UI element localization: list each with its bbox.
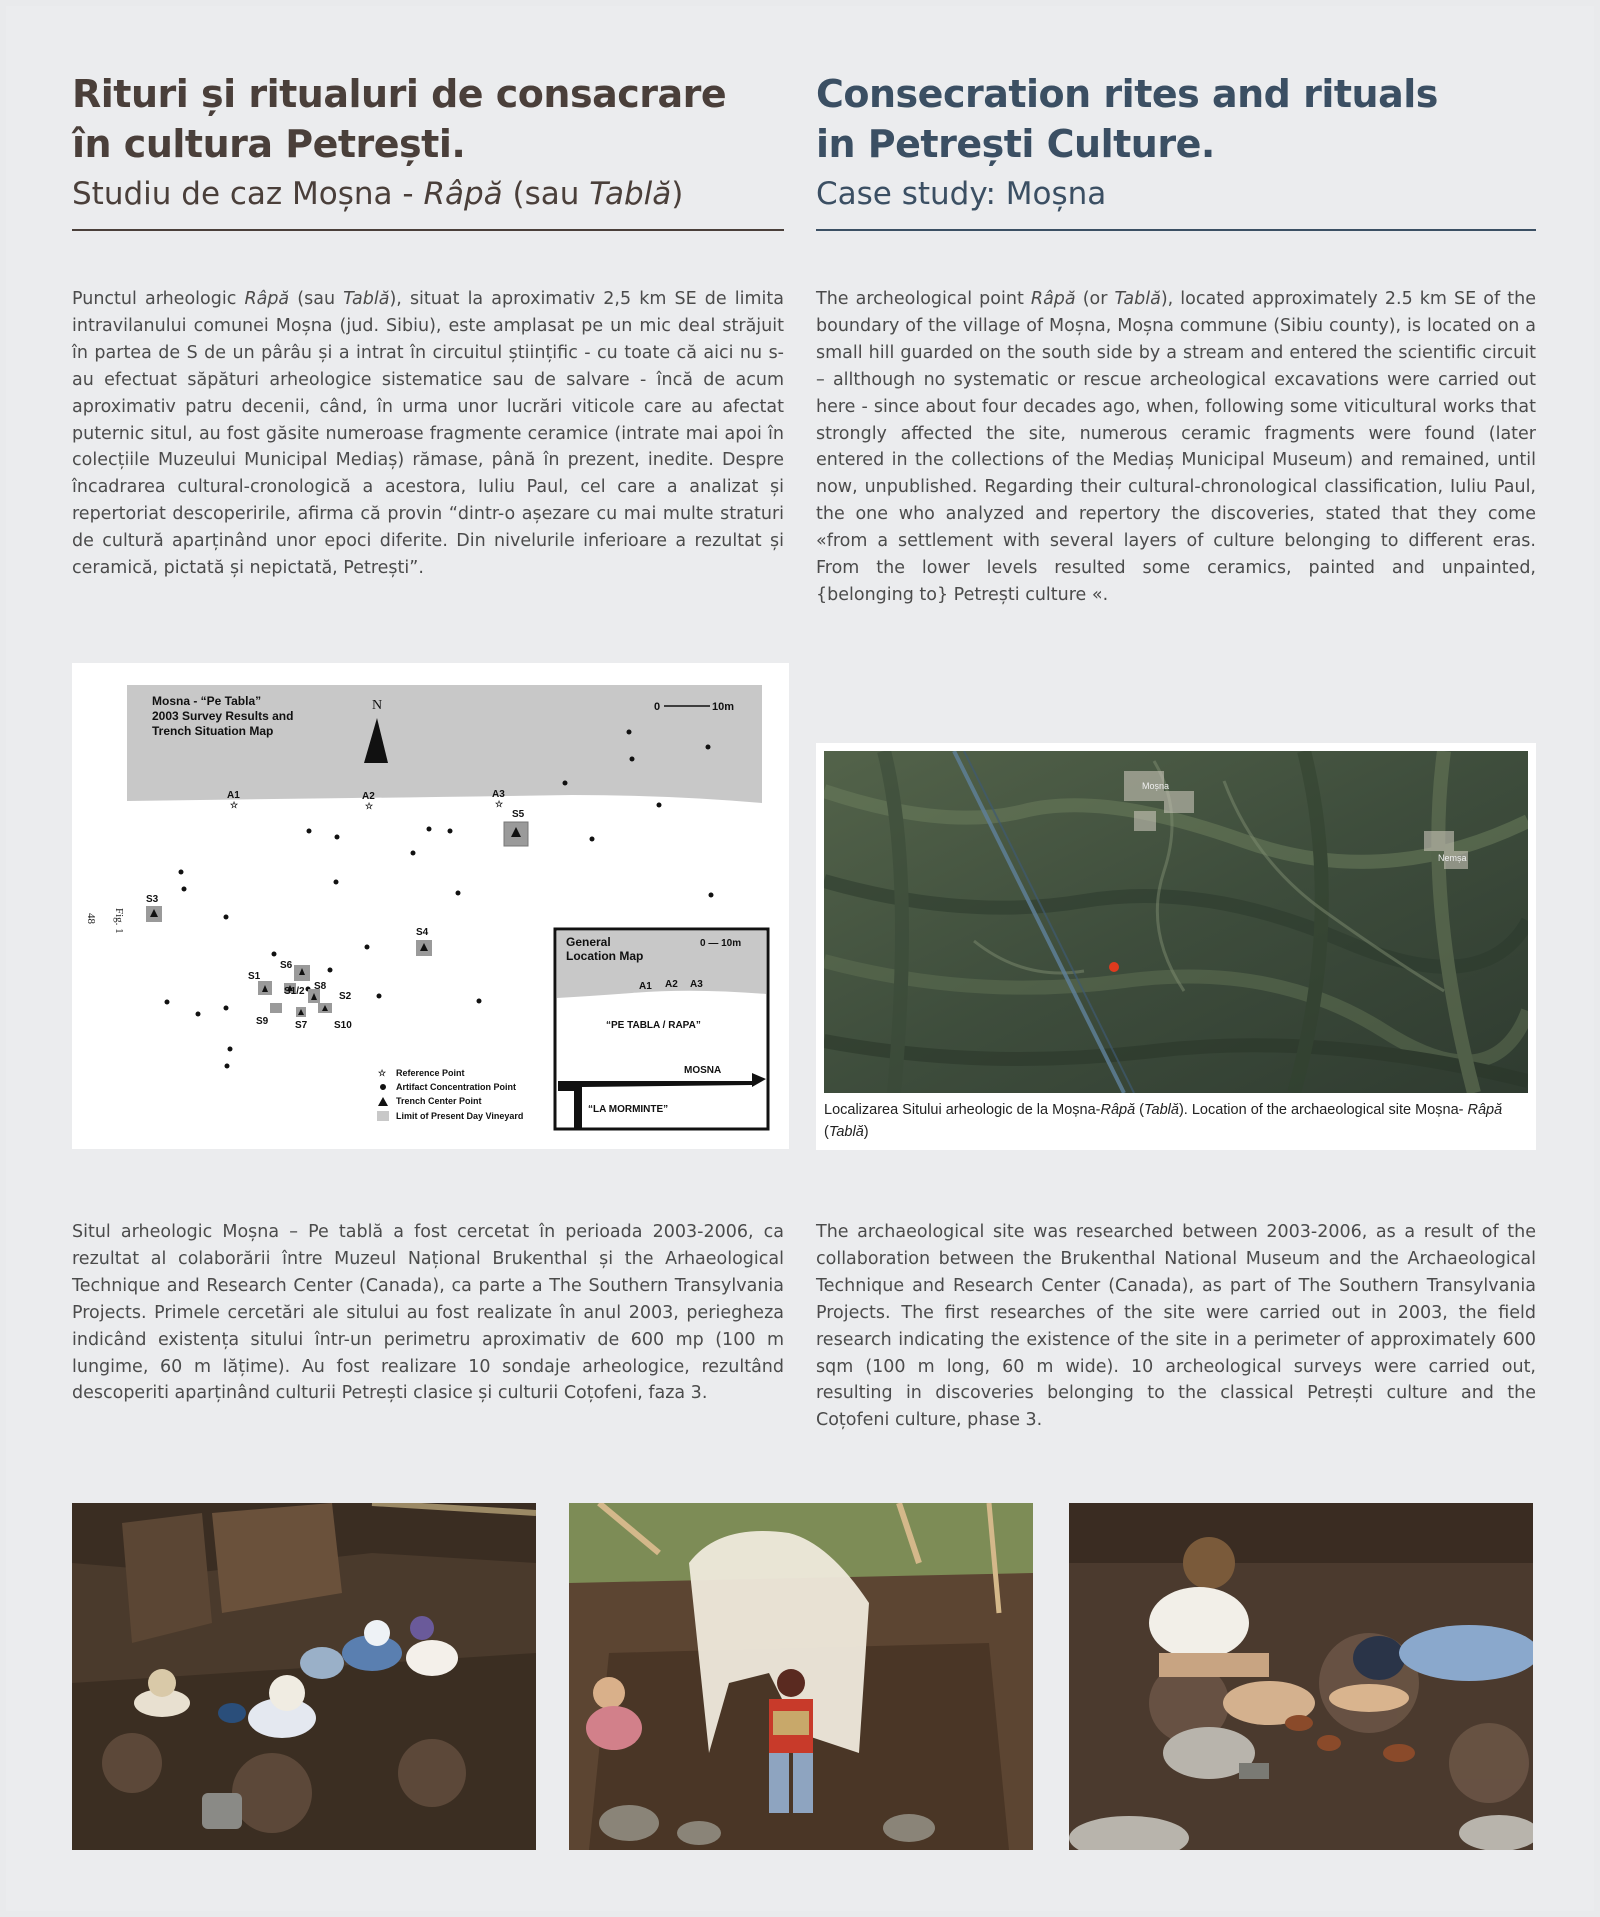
caption-i1: Râpă (1100, 1102, 1136, 1118)
satellite-label-mosna: Moșna (1142, 781, 1170, 791)
excavation-photo-1 (72, 1503, 536, 1850)
caption-a: Localizarea Sitului arheologic de la Moșna- (824, 1102, 1101, 1118)
trench-label-s1-2: S1/2 (284, 986, 305, 997)
left-intro-i1: Râpă (244, 289, 290, 309)
satellite-image (824, 751, 1528, 1093)
poster-page (6, 6, 1594, 1911)
caption-i4: Tablă (828, 1124, 864, 1140)
map-title-line1: Mosna - “Pe Tabla” (152, 694, 262, 708)
map-title-line3: Trench Situation Map (152, 724, 274, 738)
caption-i2: Tablă (1144, 1102, 1179, 1118)
trench-label-s3: S3 (146, 894, 159, 905)
map-side-page-number: 48 (85, 913, 97, 924)
caption-i3: Râpă (1467, 1102, 1503, 1118)
svg-text:10m: 10m (712, 701, 735, 713)
trench-label-s7: S7 (295, 1020, 308, 1031)
left-title (72, 69, 784, 169)
left-subtitle-prefix: Studiu de caz Moșna - (72, 176, 424, 212)
ref-star-a1: ☆ (230, 800, 239, 810)
inset-scale: 0 — 10m (700, 938, 742, 949)
survey-map (72, 663, 789, 1149)
inset-title-line1: General (566, 935, 611, 949)
legend-trench-label: Trench Center Point (396, 1096, 482, 1106)
map-side-figure-label: Fig. 1 (113, 908, 125, 934)
inset-mosna-label: MOSNA (684, 1065, 722, 1076)
left-header (72, 69, 784, 217)
svg-text:N: N (372, 698, 383, 713)
right-research-paragraph: The archaeological site was researched between 2003-2006, as a result of the collaboration between the Brukenthal National Museum and the Archaeological Technique and Research Center (Canada), as part of The Southern Transylvania Projects. The first researches of the site were carried out in 2003, the field research indicating the existence of the site in a perimeter of approximately 600 sqm (100 m long, 60 m wide). 10 archeological surveys were carried out, resulting in discoveries belonging to the classical Petrești culture and the Coțofeni culture, phase 3. (816, 1222, 1536, 1431)
left-intro-c: ), situat la aproximativ 2,5 km SE de limita intravilanului comunei Moșna (jud. Sibiu), este amplasat pe un mic deal străjuit în partea de S de un pârâu și a intrat în circuitul științific - cu toate că aici nu s-au efectuat săpături arheologice sistematice sau de salvare - încă de acum aproximativ patru decenii, când, în urma unor lucrări viticole care au afectat puternic situl, au fost găsite numeroase fragmente ceramice (intrate mai apoi în colecțiile Muzeului Municipal Mediaș) rămase, până în prezent, inedite. Despre încadrarea cultural-cronologică a acestora, Iuliu Paul, cel care a analizat și repertoriat descoperirile, afirma că provin “dintr-o așezare cu mai multe straturi de cultură aparținând unor epoci diferite. Din nivelurile inferioare a rezultat și ceramică, pictată și nepictată, Petrești”. (72, 289, 785, 579)
excavation-photo-3 (1069, 1503, 1533, 1850)
trench-squares (146, 809, 528, 1031)
legend-ref-label: Reference Point (396, 1068, 465, 1078)
left-subtitle-italic2: Tablă (589, 176, 672, 212)
ref-star-a3: ☆ (495, 799, 504, 809)
map-title-line2: 2003 Survey Results and (152, 709, 294, 723)
inset-site-label: “PE TABLA / RAPA” (606, 1020, 701, 1031)
inset-a1: A1 (639, 981, 652, 992)
trench-label-s1: S1 (248, 971, 261, 982)
general-location-inset (555, 929, 768, 1129)
caption-e: ) (863, 1124, 869, 1140)
caption-c: ). Location of the archaeological site Moșna- (1178, 1102, 1468, 1118)
left-subtitle-suffix: ) (671, 176, 684, 212)
right-subtitle: Case study: Moșna (816, 176, 1107, 212)
trench-label-s5: S5 (512, 809, 525, 820)
right-intro-i2: Tablă (1114, 289, 1161, 309)
trench-label-s2: S2 (339, 991, 352, 1002)
svg-text:0: 0 (654, 701, 661, 713)
satellite-label-nemsa: Nemșa (1438, 853, 1467, 863)
right-intro-b: (or (1075, 289, 1115, 309)
right-header (816, 69, 1536, 217)
right-intro-a: The archeological point (816, 289, 1031, 309)
trench-label-s9: S9 (256, 1016, 269, 1027)
ref-star-a2: ☆ (365, 801, 374, 811)
map-legend (377, 1068, 523, 1121)
right-header-rule (816, 229, 1536, 231)
inset-a2: A2 (665, 979, 678, 990)
right-title (816, 69, 1536, 169)
left-subtitle (72, 171, 784, 217)
site-location-marker (1109, 962, 1119, 972)
left-intro-a: Punctul arheologic (72, 289, 245, 309)
bucket (202, 1793, 242, 1829)
right-intro-c: ), located approximately 2.5 km SE of the boundary of the village of Moșna, Moșna commune (Sibiu county), is located on a small hill guarded on the south side by a stream and entered the scientific circuit – allthough no systematic or rescue archeological excavations were carried out here - since about four decades ago, when, following some viticultural works that strongly affected the site, numerous ceramic fragments were found (later entered in the collections of the Mediaș Municipal Museum) and remained, until now, unpublished. Regarding their cultural-chronological classification, Iuliu Paul, the one who analyzed and repertory the discoveries, stated that they come «from a settlement with several layers of culture belonging to different eras. From the lower levels resulted some ceramics, painted and unpainted, {belonging to} Petrești culture «. (816, 289, 1536, 605)
right-title-line1: Consecration rites and rituals (816, 72, 1438, 116)
satellite-caption (824, 1099, 1528, 1143)
excavation-photo-2 (569, 1503, 1033, 1850)
caption-d: ( (824, 1124, 829, 1140)
legend-ref-star: ☆ (378, 1068, 387, 1078)
satellite-map-frame (816, 743, 1536, 1150)
ref-label-a3: A3 (492, 789, 505, 800)
left-intro-i2: Tablă (343, 289, 390, 309)
inset-a3: A3 (690, 979, 703, 990)
ref-label-a1: A1 (227, 790, 240, 801)
left-intro-paragraph (72, 286, 784, 582)
left-header-rule (72, 229, 784, 231)
trench-label-s4: S4 (416, 927, 429, 938)
ref-label-a2: A2 (362, 791, 375, 802)
left-intro-b: (sau (289, 289, 344, 309)
inset-title-line2: Location Map (566, 949, 644, 963)
right-intro-paragraph (816, 286, 1536, 609)
legend-limit-label: Limit of Present Day Vineyard (396, 1111, 524, 1121)
trench-label-s6: S6 (280, 960, 293, 971)
right-title-line2: in Petrești Culture. (816, 122, 1215, 166)
inset-morminte-label: “LA MORMINTE” (588, 1104, 669, 1115)
caption-b: ( (1135, 1102, 1144, 1118)
trench-label-s8: S8 (314, 981, 327, 992)
left-title-line2: în cultura Petrești. (72, 122, 466, 166)
left-subtitle-mid: (sau (502, 176, 590, 212)
left-subtitle-italic1: Râpă (423, 176, 503, 212)
legend-artifact-label: Artifact Concentration Point (396, 1082, 517, 1092)
trench-label-s10: S10 (334, 1020, 352, 1031)
right-intro-i1: Râpă (1030, 289, 1076, 309)
left-research-paragraph: Situl arheologic Moșna – Pe tablă a fost cercetat în perioada 2003-2006, ca rezultat al colaborării între Muzeul Național Brukenthal și the Arhaeological Technique and Research Center (Canada), ca parte a The Southern Transylvania Projects. Primele cercetări ale sitului au fost realizate în anul 2003, periegheza indicând existența sitului într-un perimetru aproximativ de 600 mp (100 m lungime, 60 m lățime). Au fost realizare 10 sondaje arheologice, rezultând descoperiti aparținând culturii Petrești clasice și culturii Coțofeni, faza 3. (72, 1222, 784, 1404)
left-title-line1: Rituri și ritualuri de consacrare (72, 72, 727, 116)
